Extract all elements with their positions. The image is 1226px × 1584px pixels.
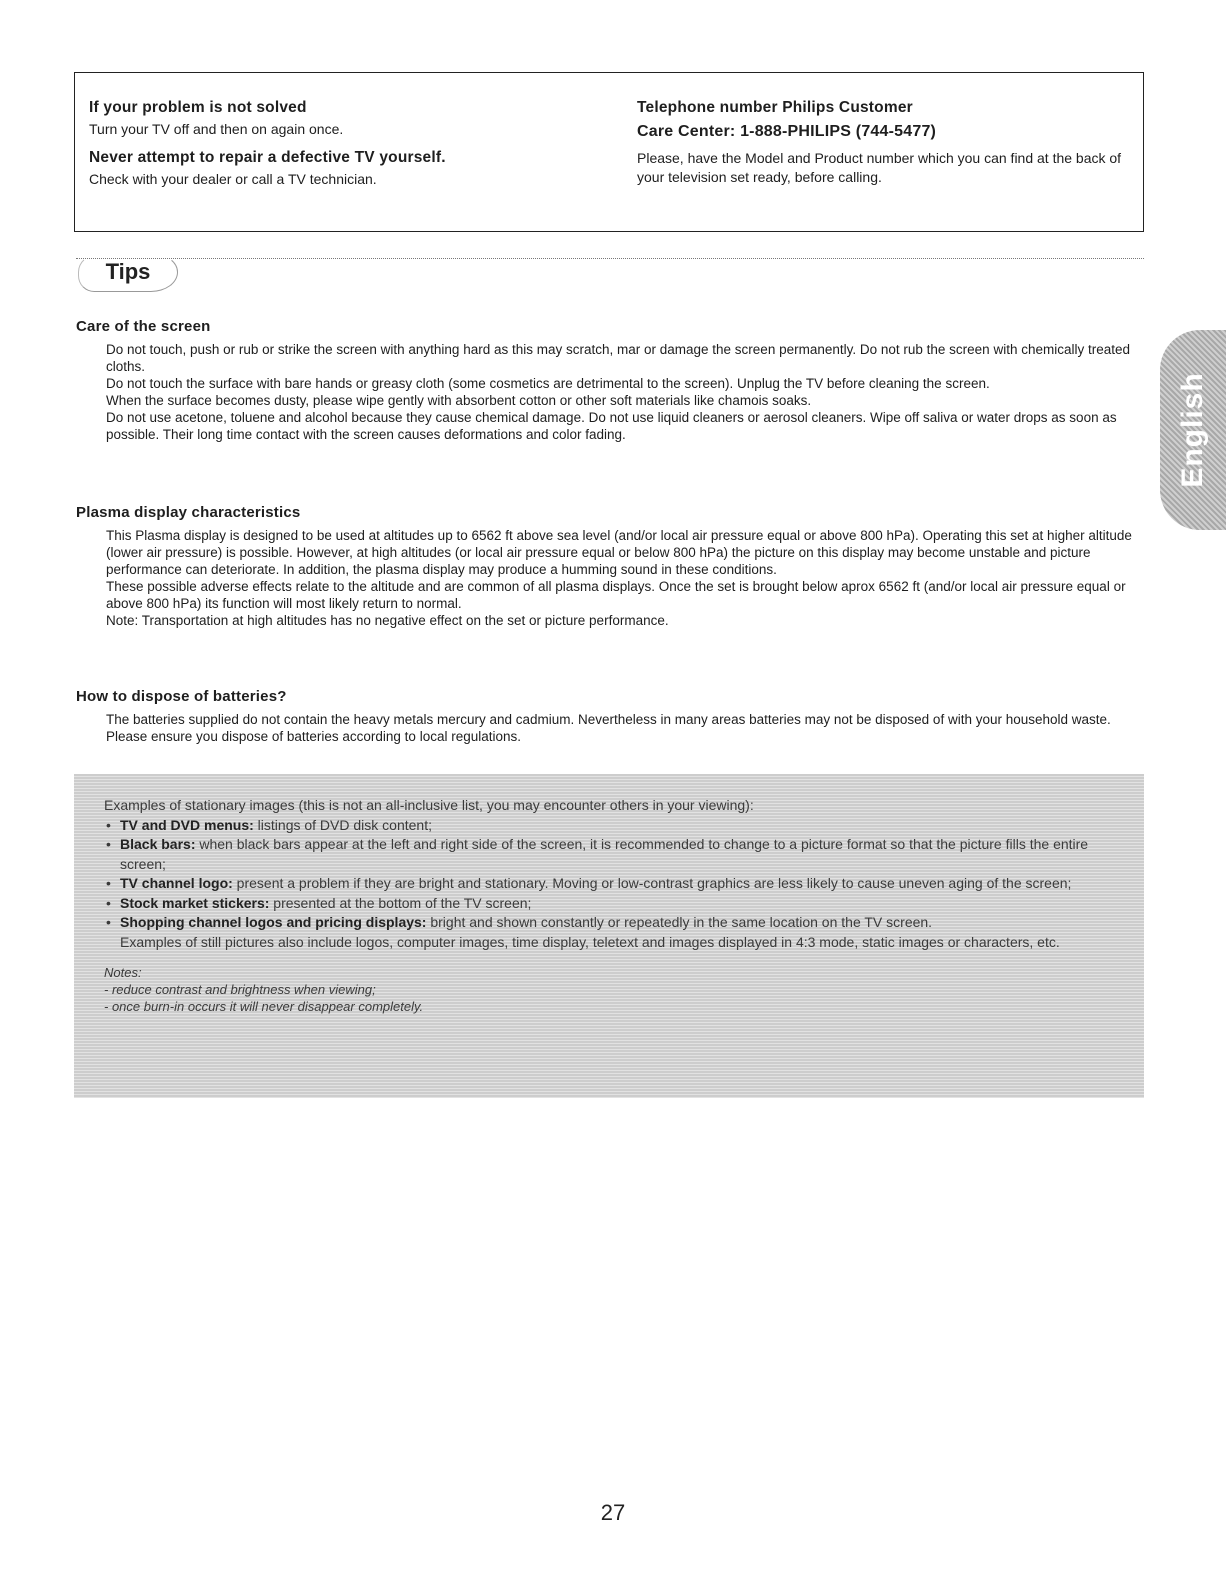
care-paragraph: When the surface becomes dusty, please wipe gently with absorbent cotton or other soft materials like chamois soaks. [106,393,812,408]
list-item-label: TV channel logo: [120,875,233,891]
list-item-text: present a problem if they are bright and stationary. Moving or low-contrast graphics are less likely to cause uneven aging of the screen; [232,875,1072,891]
list-item [104,894,1114,914]
support-left-column [89,99,609,199]
language-tab-label: English [1176,372,1209,488]
care-paragraph: Do not use acetone, toluene and alcohol because they cause chemical damage. Do not use liquid cleaners or aerosol cleaners. Wipe off saliva or water drops as soon as possible. Their long time contact with the screen causes deformations and color fading. [106,410,1117,442]
list-item [104,816,1114,836]
tips-label: Tips [105,259,151,284]
list-item-text: presented at the bottom of the TV screen; [269,894,532,911]
support-box [74,72,1144,232]
care-paragraph: Do not touch, push or rub or strike the screen with anything hard as this may scratch, mar or damage the screen permanently. Do not rub the screen with chemically treated cloths. [106,342,1130,374]
repair-warning: Never attempt to repair a defective TV yourself. [89,149,446,166]
care-paragraph: Do not touch the surface with bare hands or greasy cloth (some cosmetics are detrimental to the screen). Unplug the TV before cleaning the screen. [106,376,990,391]
list-item [104,874,1114,894]
language-tab [1160,330,1226,530]
list-item [104,835,1114,874]
batteries-title: How to dispose of batteries? [76,688,287,705]
care-title: Care of the screen [76,318,211,335]
batteries-section [76,688,1144,745]
phone-number: Care Center: 1-888-PHILIPS (744-5477) [637,123,937,140]
phone-instructions: Please, have the Model and Product number which you can find at the back of your television set ready, before calling. [637,150,1122,185]
stationary-intro: Examples of stationary images (this is not an all-inclusive list, you may encounter others in your viewing): [104,797,754,813]
support-right-column [637,99,1137,197]
plasma-paragraph: These possible adverse effects relate to the altitude and are common of all plasma displays. Once the set is brought below aprox 6562 ft (and/or local air pressure equal or above 800 hPa) its function will most likely return to normal. [106,579,1126,611]
stationary-extra: Examples of still pictures also include logos, computer images, time display, teletext and images displayed in 4:3 mode, static images or characters, etc. [120,933,1060,950]
list-item-label: Shopping channel logos and pricing displays: [120,914,427,930]
phone-heading: Telephone number Philips Customer [637,99,913,116]
notes-block [104,964,1114,1015]
note-item: - reduce contrast and brightness when viewing; [104,981,1114,998]
batteries-paragraph: The batteries supplied do not contain the heavy metals mercury and cadmium. Nevertheless in many areas batteries may not be disposed of with your household waste. Please ensure you dispose of batteries according to local regulations. [106,712,1111,744]
repair-advice: Check with your dealer or call a TV technician. [89,171,377,187]
tips-badge [78,254,178,292]
list-item-label: Stock market stickers: [120,894,270,911]
list-item [104,913,1114,933]
problem-text: Turn your TV off and then on again once. [89,121,344,137]
tips-divider [76,258,1144,259]
stationary-list [104,816,1114,933]
list-item-text: bright and shown constantly or repeatedly in the same location on the TV screen. [426,914,933,930]
plasma-paragraph: This Plasma display is designed to be used at altitudes up to 6562 ft above sea level (and/or local air pressure equal or above 800 hPa). Operating this set at higher altitude (lower air pressure) is possible. However, at high altitudes (or local air pressure equal or below 800 hPa) the picture on this display may become unstable and picture performance can deteriorate. In addition, the plasma display may produce a humming sound in these conditions. [106,528,1132,577]
note-item: - once burn-in occurs it will never disappear completely. [104,998,1114,1015]
stationary-images-box [74,774,1144,1098]
problem-heading: If your problem is not solved [89,99,307,116]
care-section [76,318,1144,443]
list-item-label: TV and DVD menus: [120,816,254,833]
plasma-paragraph: Note: Transportation at high altitudes has no negative effect on the set or picture performance. [106,613,669,628]
list-item-label: Black bars: [120,836,196,852]
list-item-text: when black bars appear at the left and right side of the screen, it is recommended to change to a picture format so that the picture fills the entire screen; [120,836,1089,872]
plasma-title: Plasma display characteristics [76,504,301,521]
plasma-section [76,504,1144,629]
notes-title: Notes: [104,965,142,980]
list-item-text: listings of DVD disk content; [253,816,432,833]
page-number: 27 [600,1500,626,1525]
